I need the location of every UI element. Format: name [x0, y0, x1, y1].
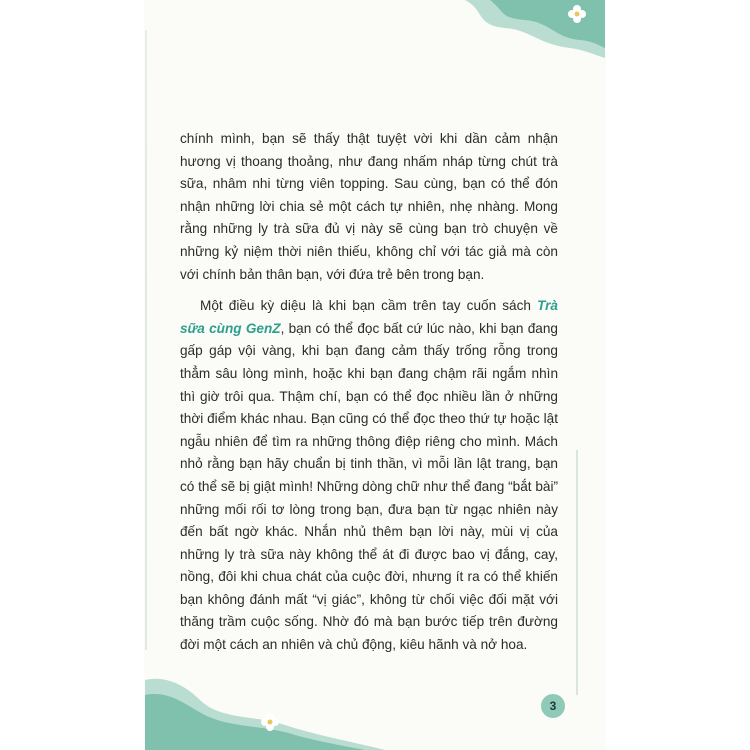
- left-border-line: [145, 30, 147, 650]
- body-text: [180, 128, 558, 657]
- paragraph-2-rest: , bạn có thể đọc bất cứ lúc nào, khi bạn đang gấp gáp vội vàng, khi bạn đang cảm thấy trống rỗng trong thẳm sâu lòng mình, hoặc khi bạn đang chậm rãi ngắm nhìn thì giờ trôi qua. Thậm chí, bạn có thể đọc nhiều lần ở những thời điểm khác nhau. Bạn cũng có thể đọc theo thứ tự hoặc lật ngẫu nhiên để tìm ra những thông điệp riêng cho mình. Mách nhỏ rằng bạn hãy chuẩn bị tinh thần, vì mỗi lần lật trang, bạn có thể sẽ bị giật mình! Những dòng chữ như thể đang “bắt bài” những mối rối tơ lòng trong bạn, đưa bạn từ ngạc nhiên này đến bất ngờ khác. Nhắn nhủ thêm bạn lời này, mùi vị của những ly trà sữa này không thể át đi được bao vị đắng, cay, nồng, đôi khi chua chát của cuộc đời, nhưng ít ra có thể khiến bạn không đánh mất “vị giác”, không từ chối việc đối mặt với thăng trầm cuộc sống. Nhờ đó mà bạn bước tiếp trên đường đời một cách an nhiên và chủ động, kiêu hãnh và nở hoa.: [180, 320, 558, 653]
- book-page: [145, 0, 605, 750]
- page-number: 3: [541, 694, 565, 718]
- book-title: Trà sữa cùng GenZ: [180, 298, 558, 336]
- bottom-wave-decoration: [145, 670, 385, 750]
- paragraph-1: chính mình, bạn sẽ thấy thật tuyệt vời khi dần cảm nhận hương vị thoang thoảng, như đang nhấm nháp từng chút trà sữa, nhâm nhi từng viên topping. Sau cùng, bạn có thể đón nhận những lời chia sẻ một cách tự nhiên, nhẹ nhàng. Mong rằng những ly trà sữa đủ vị này sẽ cùng bạn trò chuyện về những kỷ niệm thời niên thiếu, không chỉ với tác giả mà còn với chính bản thân bạn, với đứa trẻ bên trong bạn.: [180, 131, 558, 282]
- paragraph-2-start: Một điều kỳ diệu là khi bạn cầm trên tay cuốn sách: [200, 298, 538, 314]
- paragraph-2: [180, 295, 558, 657]
- right-border-line: [576, 450, 578, 695]
- top-wave-decoration: [445, 0, 605, 60]
